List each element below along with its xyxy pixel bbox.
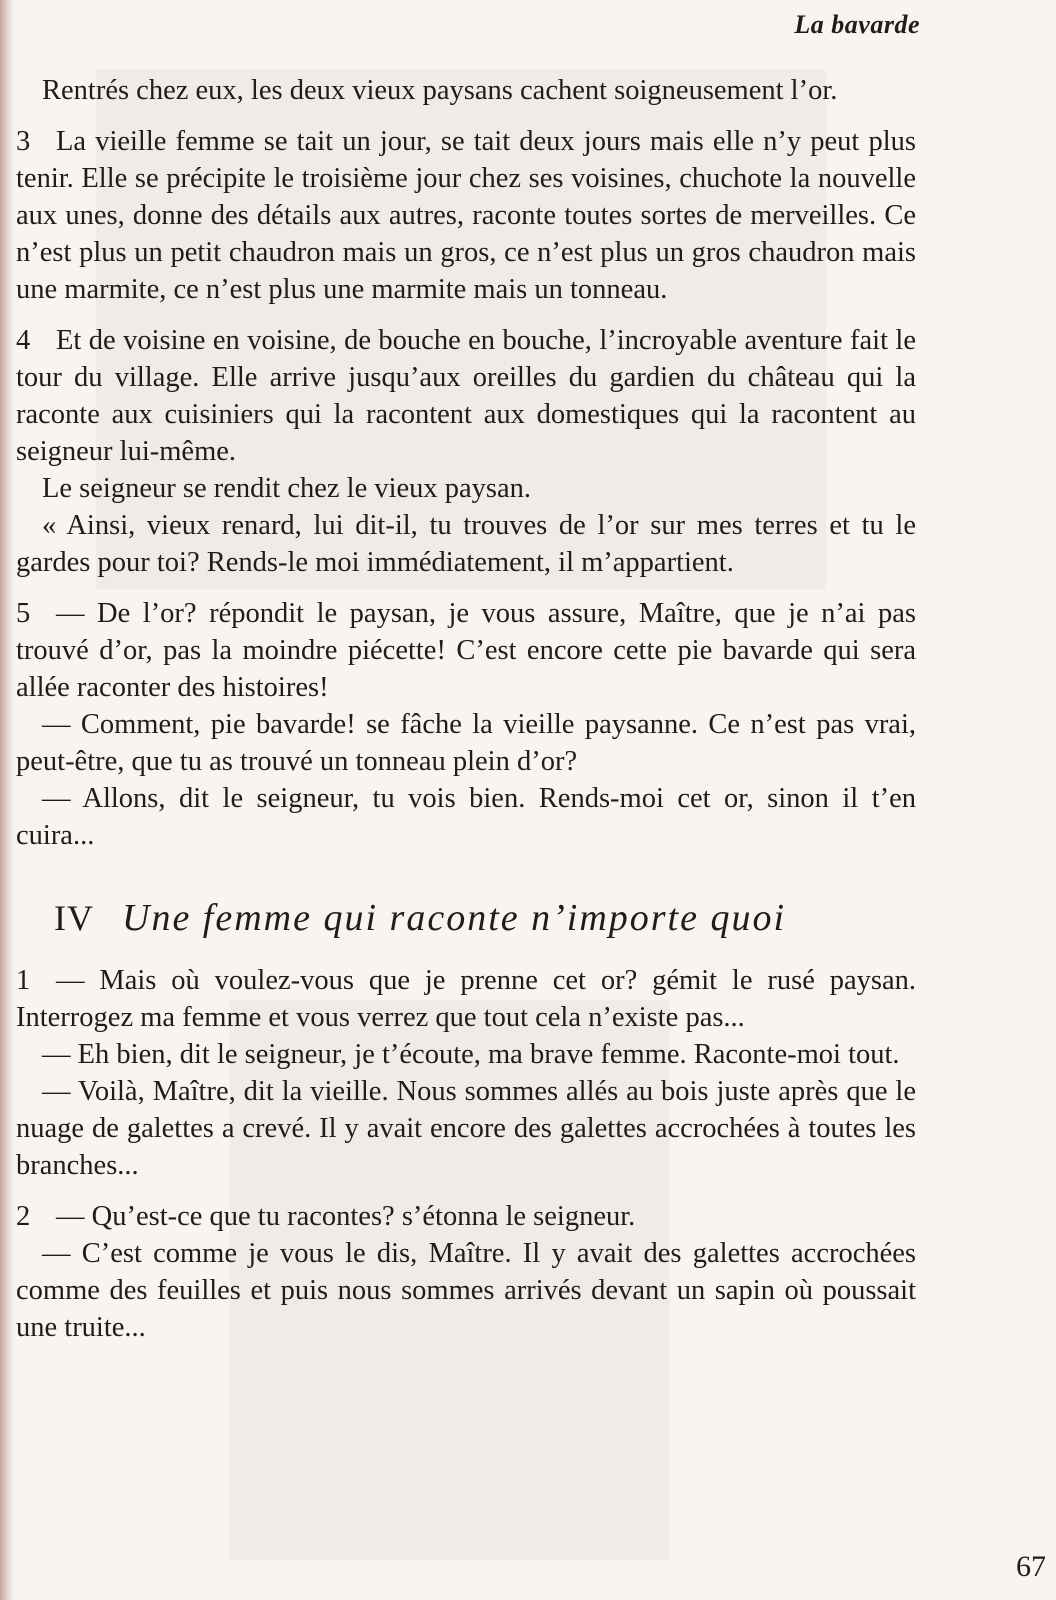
paragraph-text: — Comment, pie bavarde! se fâche la vieille paysanne. Ce n’est pas vrai, peut-être, que tu as trouvé un tonneau plein d’or? bbox=[16, 709, 916, 777]
body-text bbox=[16, 72, 916, 1346]
chapter-title: Une femme qui raconte n’importe quoi bbox=[122, 897, 787, 939]
paragraph-number: 2 bbox=[16, 1201, 31, 1232]
paragraph-text: — Voilà, Maître, dit la vieille. Nous sommes allés au bois juste après que le nuage de galettes a crevé. Il y avait encore des galettes accrochées à toutes les branches... bbox=[16, 1076, 916, 1181]
paragraph-number: 1 bbox=[16, 965, 31, 996]
paragraph bbox=[16, 706, 916, 780]
paragraph bbox=[16, 1036, 916, 1073]
paragraph bbox=[16, 1198, 916, 1235]
paragraph-text: — Qu’est-ce que tu racontes? s’étonna le seigneur. bbox=[56, 1201, 636, 1232]
chapter-number: IV bbox=[54, 898, 94, 938]
paragraph-text: Et de voisine en voisine, de bouche en bouche, l’incroyable aventure fait le tour du village. Elle arrive jusqu’aux oreilles du gardien du château qui la raconte aux cuisiniers qui la racontent aux domestiques qui la racontent au seigneur lui-même. bbox=[16, 325, 916, 467]
paragraph bbox=[16, 322, 916, 470]
paragraph bbox=[16, 470, 916, 507]
paragraph-number: 3 bbox=[16, 126, 31, 157]
paragraph-text: La vieille femme se tait un jour, se tait deux jours mais elle n’y peut plus tenir. Elle se précipite le troisième jour chez ses voisines, chuchote la nouvelle aux unes, donne des détails aux autres, raconte toutes sortes de merveilles. Ce n’est plus un petit chaudron mais un gros, ce n’est plus un gros chaudron mais une marmite, ce n’est plus une marmite mais un tonneau. bbox=[16, 126, 916, 305]
page-number: 67 bbox=[1016, 1550, 1046, 1583]
paragraph-text: — Allons, dit le seigneur, tu vois bien. Rends-moi cet or, sinon il t’en cuira... bbox=[16, 783, 916, 851]
paragraph-text: Le seigneur se rendit chez le vieux paysan. bbox=[42, 473, 532, 504]
paragraph bbox=[16, 507, 916, 581]
paragraph-text: Rentrés chez eux, les deux vieux paysans cachent soigneusement l’or. bbox=[42, 75, 838, 106]
paragraph-number: 4 bbox=[16, 325, 31, 356]
paragraph bbox=[16, 1073, 916, 1184]
paragraph bbox=[16, 595, 916, 706]
page-edge-shadow bbox=[0, 0, 14, 1600]
paragraph bbox=[16, 962, 916, 1036]
running-head: La bavarde bbox=[794, 10, 920, 39]
paragraph-text: — Mais où voulez-vous que je prenne cet or? gémit le rusé paysan. Interrogez ma femme et vous verrez que tout cela n’existe pas... bbox=[16, 965, 916, 1033]
chapter-heading bbox=[54, 894, 916, 942]
paragraph bbox=[16, 123, 916, 308]
paragraph bbox=[16, 72, 916, 109]
paragraph bbox=[16, 1235, 916, 1346]
paragraph-text: — De l’or? répondit le paysan, je vous assure, Maître, que je n’ai pas trouvé d’or, pas la moindre piécette! C’est encore cette pie bavarde qui sera allée raconter des histoires! bbox=[16, 598, 916, 703]
paragraph-text: — Eh bien, dit le seigneur, je t’écoute, ma brave femme. Raconte-moi tout. bbox=[42, 1039, 900, 1070]
paragraph-text: — C’est comme je vous le dis, Maître. Il y avait des galettes accrochées comme des feuilles et puis nous sommes arrivés devant un sapin où poussait une truite... bbox=[16, 1238, 916, 1343]
paragraph-text: « Ainsi, vieux renard, lui dit-il, tu trouves de l’or sur mes terres et tu le gardes pour toi? Rends-le moi immédiatement, il m’appartient. bbox=[16, 510, 916, 578]
paragraph bbox=[16, 780, 916, 854]
paragraph-number: 5 bbox=[16, 598, 31, 629]
